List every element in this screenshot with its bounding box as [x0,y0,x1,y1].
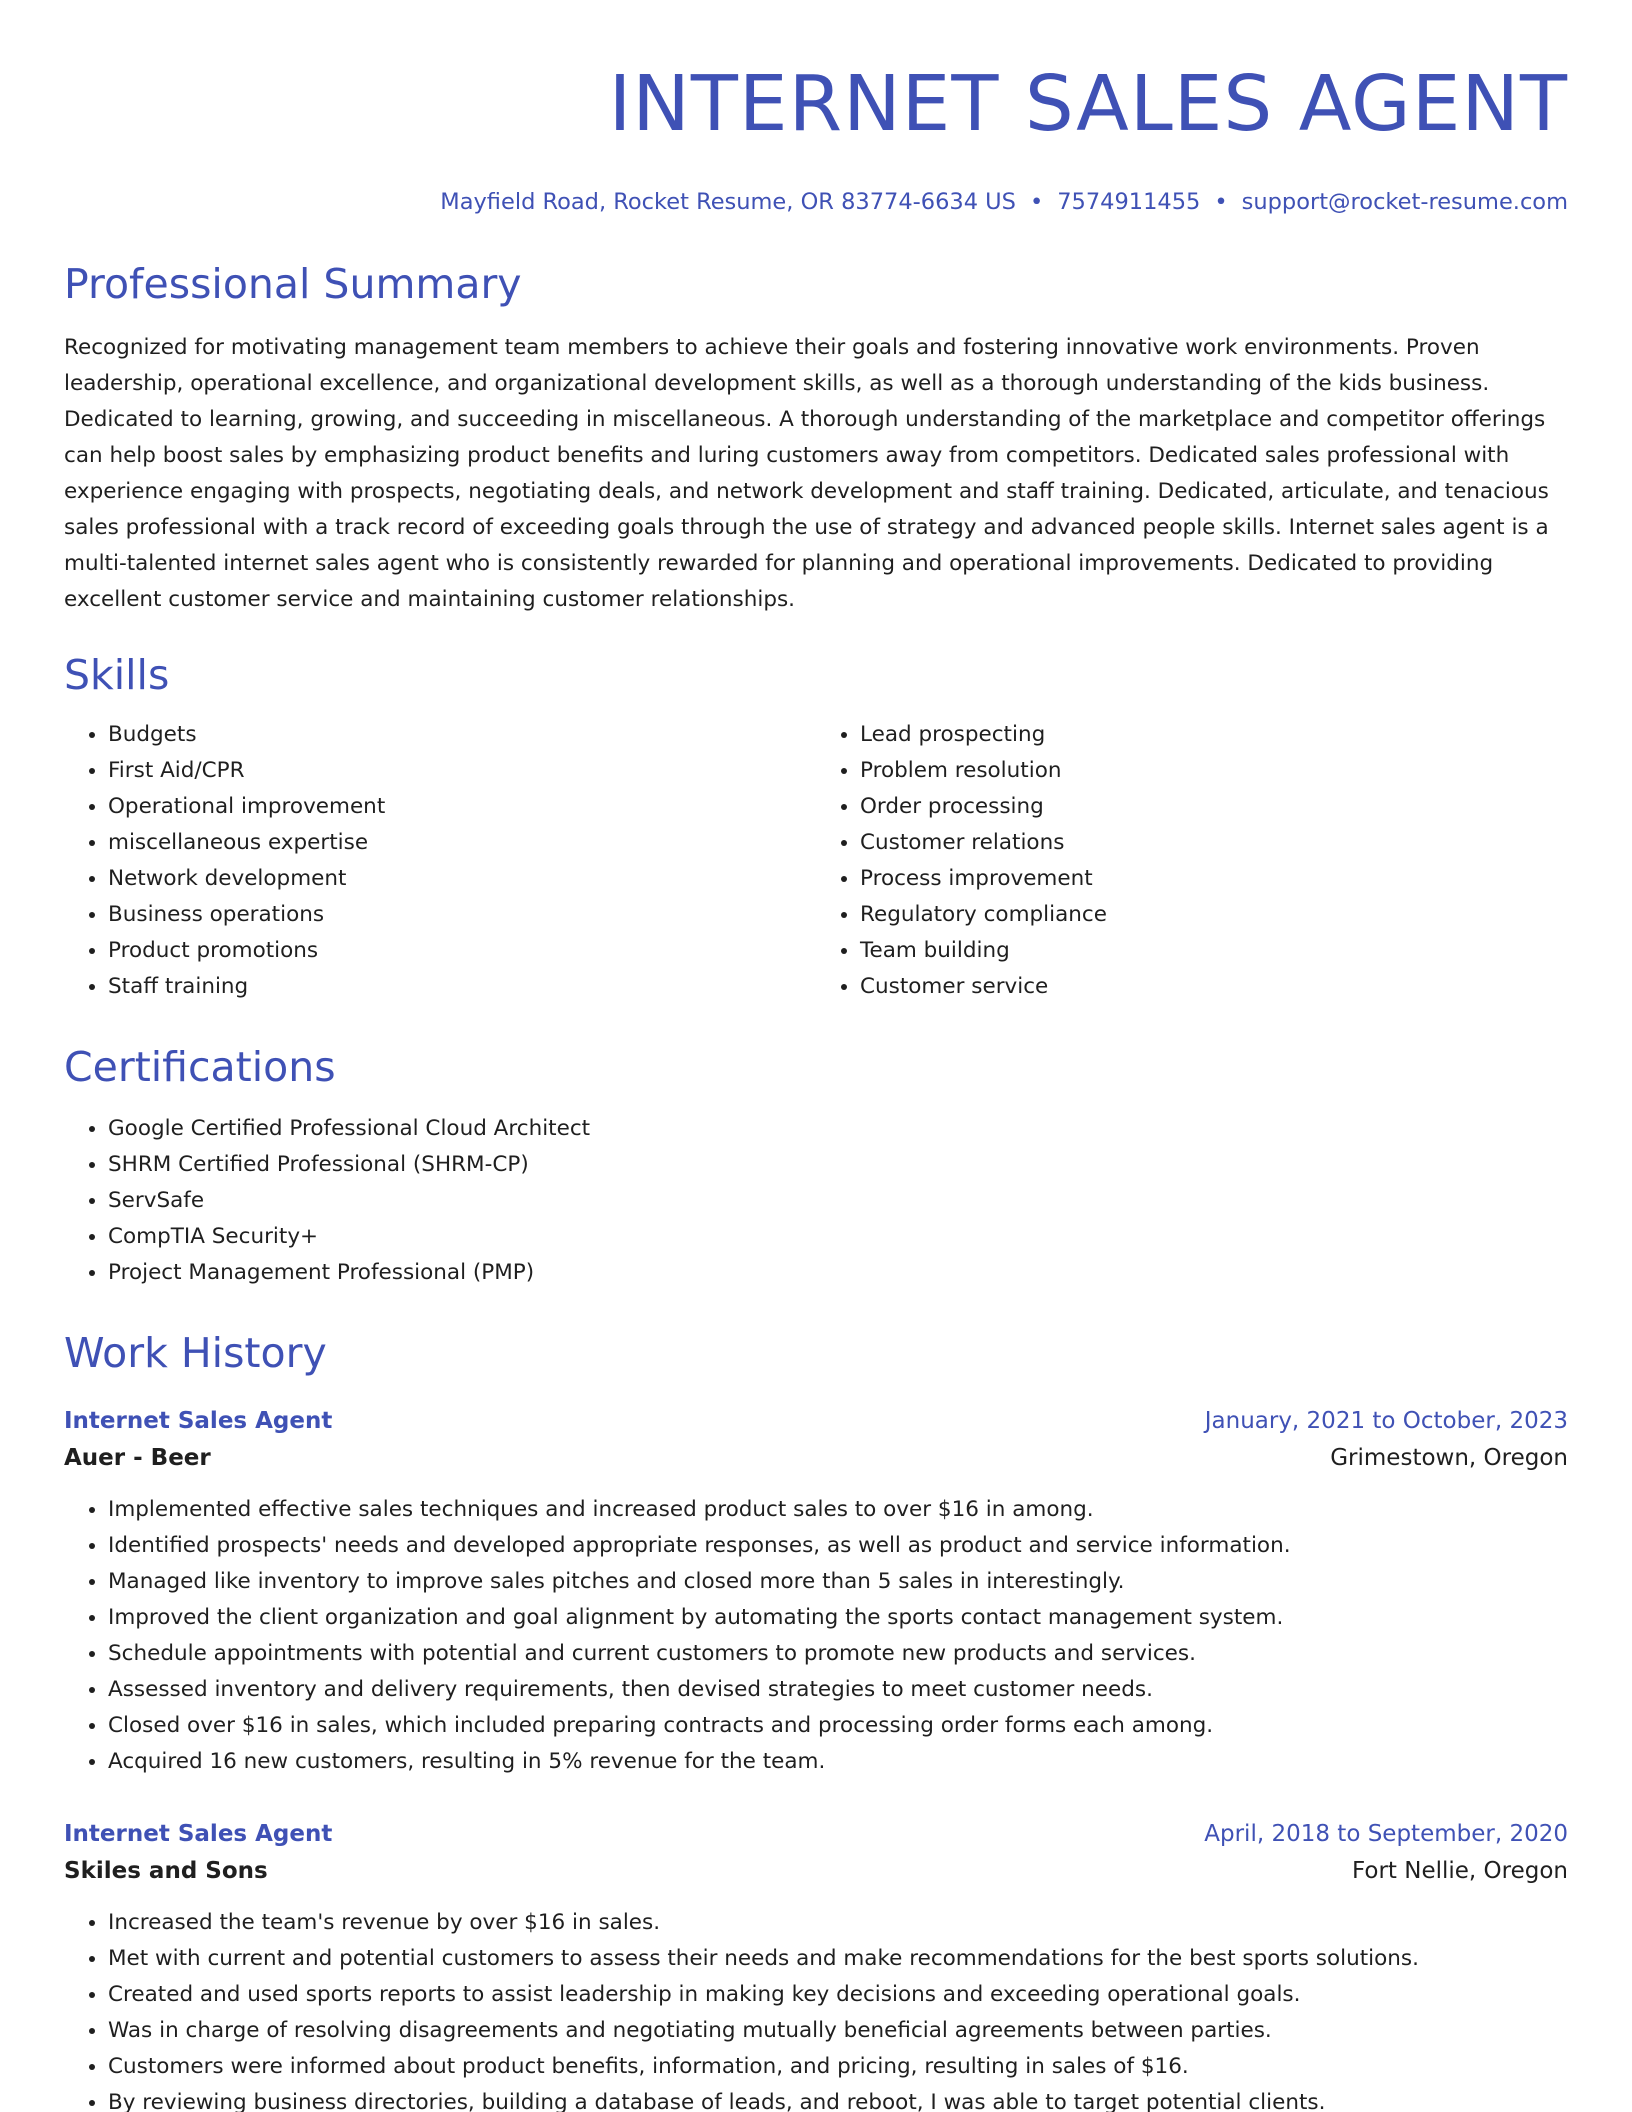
job-dates: April, 2018 to September, 2020 [1204,1821,1568,1847]
skill-item: • Process improvement [860,861,1568,897]
job-bullet: • Managed like inventory to improve sales pitches and closed more than 5 sales in interestingly. [108,1564,1568,1600]
job-bullet: • Created and used sports reports to assist leadership in making key decisions and exceeding operational goals. [108,1977,1568,2013]
summary-heading: Professional Summary [64,260,522,308]
skill-item: • Network development [108,861,816,897]
resume-header [64,56,1568,217]
job-bullet: • By reviewing business directories, building a database of leads, and reboot, I was able to target potential clients. [108,2085,1568,2112]
skill-item: • Lead prospecting [860,717,1568,753]
job-header-row [64,1403,1568,1440]
job-header-row [64,1816,1568,1853]
skill-item: • Order processing [860,789,1568,825]
job-bullets [64,1492,1568,1780]
email: support@rocket-resume.com [1241,189,1568,215]
job-bullets [64,1905,1568,2112]
job-company: Auer - Beer [64,1445,211,1471]
job-company-row [64,1440,1568,1477]
skills-list-right [816,717,1568,1005]
skill-item: • Staff training [108,969,816,1005]
skill-item: • Business operations [108,897,816,933]
skill-item: • Budgets [108,717,816,753]
job-location: Fort Nellie, Oregon [1351,1858,1568,1884]
skill-item: • Problem resolution [860,753,1568,789]
job-entry [64,1403,1568,1780]
job-bullet: • Implemented effective sales techniques and increased product sales to over $16 in among. [108,1492,1568,1528]
contact-line [64,187,1568,217]
job-location: Grimestown, Oregon [1330,1445,1568,1471]
job-entry [64,1816,1568,2112]
job-bullet: • Closed over $16 in sales, which included preparing contracts and processing order forms each among. [108,1708,1568,1744]
job-bullet: • Schedule appointments with potential and current customers to promote new products and services. [108,1636,1568,1672]
skills-list-left [64,717,816,1005]
certifications-heading: Certifications [64,1043,336,1091]
job-bullet: • Acquired 16 new customers, resulting in 5% revenue for the team. [108,1744,1568,1780]
job-bullet: • Was in charge of resolving disagreements and negotiating mutually beneficial agreements between parties. [108,2013,1568,2049]
job-bullet: • Met with current and potential customers to assess their needs and make recommendations for the best sports solutions. [108,1941,1568,1977]
certification-item: • Google Certified Professional Cloud Architect [108,1111,1568,1147]
job-dates: January, 2021 to October, 2023 [1204,1408,1568,1434]
phone: 7574911455 [1057,189,1201,215]
certification-item: • CompTIA Security+ [108,1219,1568,1255]
certification-item: • ServSafe [108,1183,1568,1219]
job-company: Skiles and Sons [64,1858,268,1884]
job-company-row [64,1853,1568,1890]
address: Mayfield Road, Rocket Resume, OR 83774-6634 US [440,189,1016,215]
candidate-name: INTERNET SALES AGENT [608,60,1568,149]
certifications-list [64,1111,1568,1291]
skills-columns [64,717,1568,1005]
skill-item: • Customer service [860,969,1568,1005]
job-title: Internet Sales Agent [64,1408,333,1434]
contact-separator: • [1214,189,1228,215]
certification-item: • Project Management Professional (PMP) [108,1255,1568,1291]
skill-item: • Customer relations [860,825,1568,861]
skills-heading: Skills [64,651,170,699]
job-bullet: • Customers were informed about product benefits, information, and pricing, resulting in sales of $16. [108,2049,1568,2085]
job-bullet: • Increased the team's revenue by over $16 in sales. [108,1905,1568,1941]
skill-item: • miscellaneous expertise [108,825,816,861]
skill-item: • Team building [860,933,1568,969]
job-title: Internet Sales Agent [64,1821,333,1847]
skill-item: • Operational improvement [108,789,816,825]
skill-item: • First Aid/CPR [108,753,816,789]
summary-text: Recognized for motivating management team members to achieve their goals and fostering innovative work environments. Proven leadership, operational excellence, and organizational development skills, as well as a thorough understanding of the kids business. Dedicated to learning, growing, and succeeding in miscellaneous. A thorough understanding of the marketplace and competitor offerings can help boost sales by emphasizing product benefits and luring customers away from competitors. Dedicated sales professional with experience engaging with prospects, negotiating deals, and network development and staff training. Dedicated, articulate, and tenacious sales professional with a track record of exceeding goals through the use of strategy and advanced people skills. Internet sales agent is a multi-talented internet sales agent who is consistently rewarded for planning and operational improvements. Dedicated to providing excellent customer service and maintaining customer relationships. [64,335,1549,612]
skill-item: • Product promotions [108,933,816,969]
skill-item: • Regulatory compliance [860,897,1568,933]
work-history-heading: Work History [64,1329,327,1377]
contact-separator: • [1029,189,1044,215]
job-bullet: • Identified prospects' needs and developed appropriate responses, as well as product and service information. [108,1528,1568,1564]
job-bullet: • Improved the client organization and goal alignment by automating the sports contact management system. [108,1600,1568,1636]
job-bullet: • Assessed inventory and delivery requirements, then devised strategies to meet customer needs. [108,1672,1568,1708]
certification-item: • SHRM Certified Professional (SHRM-CP) [108,1147,1568,1183]
